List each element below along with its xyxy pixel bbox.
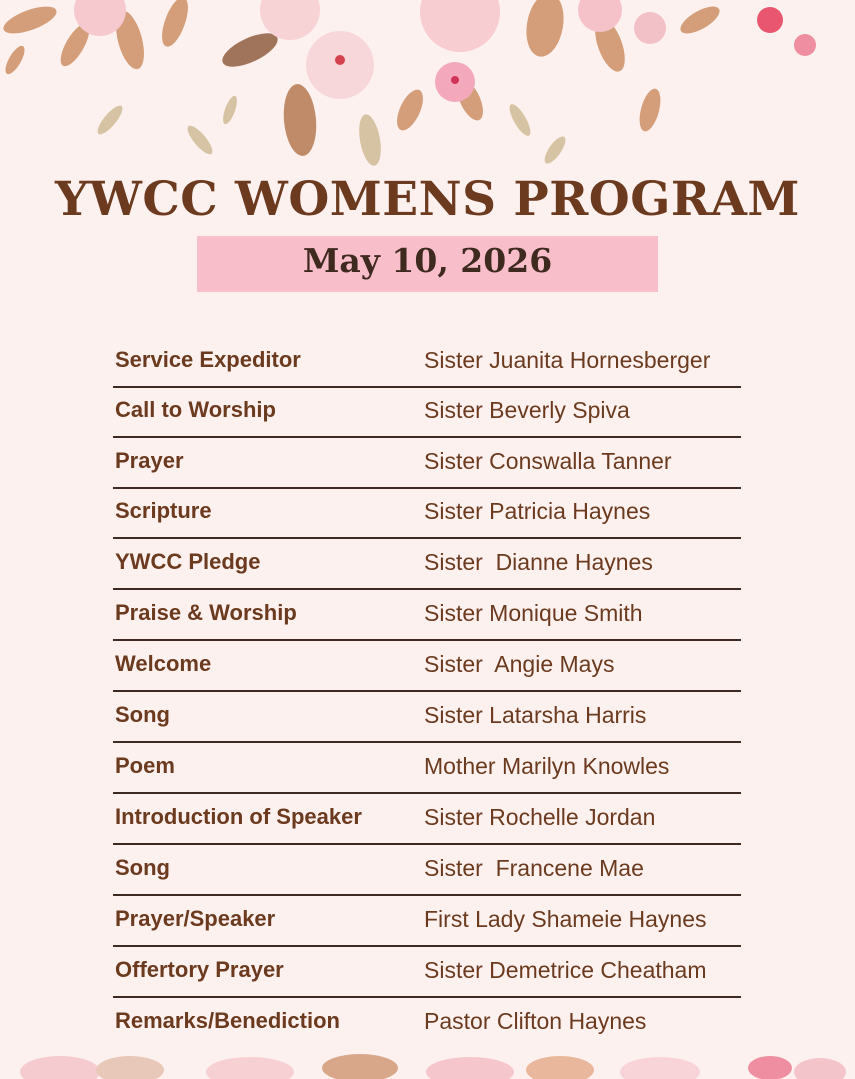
schedule-row xyxy=(113,438,741,489)
program-item-role: Song xyxy=(115,702,170,727)
schedule-row xyxy=(113,794,741,845)
program-item-role: Prayer xyxy=(115,448,184,473)
schedule-row xyxy=(113,539,741,590)
schedule-row xyxy=(113,845,741,896)
floral-garland-top xyxy=(0,0,855,185)
program-item-person: Sister Rochelle Jordan xyxy=(424,804,656,830)
schedule-row xyxy=(113,387,741,438)
program-item-person: Mother Marilyn Knowles xyxy=(424,753,670,779)
program-title: YWCC WOMENS PROGRAM xyxy=(55,172,800,227)
program-item-role: Offertory Prayer xyxy=(115,957,284,982)
program-item-person: Sister Juanita Hornesberger xyxy=(424,347,711,373)
schedule-row xyxy=(113,896,741,947)
program-item-person: First Lady Shameie Haynes xyxy=(424,906,707,932)
schedule-row xyxy=(113,641,741,692)
program-item-person: Sister Dianne Haynes xyxy=(424,549,653,575)
program-item-person: Sister Latarsha Harris xyxy=(424,702,647,728)
schedule-row xyxy=(113,947,741,998)
program-item-role: Service Expeditor xyxy=(115,347,301,372)
program-item-role: YWCC Pledge xyxy=(115,549,261,574)
floral-border-bottom xyxy=(0,1040,855,1079)
program-item-role: Song xyxy=(115,855,170,880)
program-item-person: Pastor Clifton Haynes xyxy=(424,1008,647,1034)
schedule-row xyxy=(113,692,741,743)
program-item-role: Poem xyxy=(115,753,175,778)
program-item-role: Welcome xyxy=(115,651,212,676)
program-item-person: Sister Patricia Haynes xyxy=(424,498,651,524)
schedule-row xyxy=(113,337,741,388)
schedule-row xyxy=(113,590,741,641)
program-item-person: Sister Monique Smith xyxy=(424,600,643,626)
program-item-person: Sister Beverly Spiva xyxy=(424,397,630,423)
program-date: May 10, 2026 xyxy=(302,241,553,280)
program-item-role: Call to Worship xyxy=(115,397,276,422)
program-item-person: Sister Angie Mays xyxy=(424,651,615,677)
program-item-person: Sister Francene Mae xyxy=(424,855,644,881)
schedule-row xyxy=(113,488,741,539)
program-item-role: Scripture xyxy=(115,498,212,523)
rose-icon xyxy=(20,1054,846,1079)
schedule-row xyxy=(113,743,741,794)
program-item-role: Prayer/Speaker xyxy=(115,906,276,931)
program-item-person: Sister Demetrice Cheatham xyxy=(424,957,707,983)
program-item-role: Remarks/Benediction xyxy=(115,1008,340,1033)
program-item-person: Sister Conswalla Tanner xyxy=(424,448,672,474)
program-item-role: Introduction of Speaker xyxy=(115,804,362,829)
program-item-role: Praise & Worship xyxy=(115,600,297,625)
